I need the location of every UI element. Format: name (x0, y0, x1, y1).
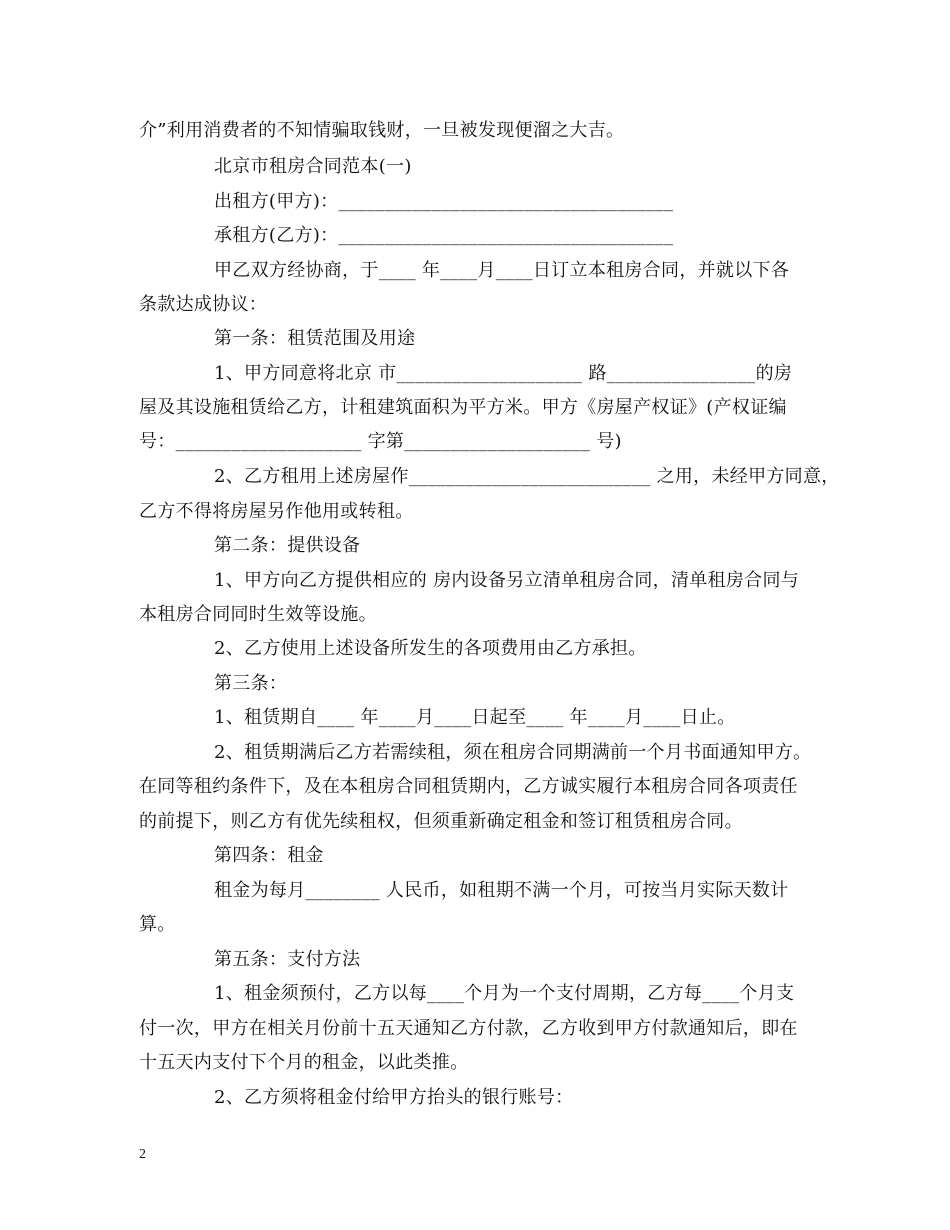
text-line: 条款达成协议： (139, 294, 268, 315)
lessee-line: 承租方(乙方)：____________________________________ (214, 225, 674, 246)
lessor-line: 出租方(甲方)：____________________________________ (214, 191, 674, 212)
text-line: 乙方不得将房屋另作他用或转租。 (139, 501, 414, 522)
clause-heading: 第四条：租金 (214, 845, 324, 866)
text-line: 1、甲方同意将北京 市____________________ 路________________的房 (214, 363, 793, 384)
text-line: 的前提下，则乙方有优先续租权，但须重新确定租金和签订租赁租房合同。 (139, 811, 743, 832)
text-line: 2、乙方使用上述设备所发生的各项费用由乙方承担。 (214, 638, 647, 659)
text-line: 本租房合同同时生效等设施。 (139, 604, 377, 625)
text-line: 号：____________________ 字第____________________ 号) (139, 431, 622, 452)
text-line: 十五天内支付下个月的租金，以此类推。 (139, 1052, 469, 1073)
text-line: 2、租赁期满后乙方若需续租，须在租房合同期满前一个月书面通知甲方。 (214, 742, 812, 763)
text-line: 算。 (139, 914, 176, 935)
text-line: 租金为每月________ 人民币，如租期不满一个月，可按当月实际天数计 (214, 880, 789, 901)
clause-heading: 第一条：租赁范围及用途 (214, 328, 416, 349)
text-line: 1、租金须预付，乙方以每____个月为一个支付周期，乙方每____个月支 (214, 983, 795, 1004)
page-number: 2 (139, 1147, 146, 1162)
clause-heading: 第五条：支付方法 (214, 949, 361, 970)
text-line: 在同等租约条件下，及在本租房合同租赁期内，乙方诚实履行本租房合同各项责任 (139, 776, 798, 797)
contract-title: 北京市租房合同范本(一) (214, 156, 412, 177)
text-line: 1、租赁期自____ 年____月____日起至____ 年____月____日止。 (214, 707, 736, 728)
clause-heading: 第二条：提供设备 (214, 535, 361, 556)
text-line: 甲乙双方经协商，于____ 年____月____日订立本租房合同，并就以下各 (214, 260, 790, 281)
text-line: 付一次，甲方在相关月份前十五天通知乙方付款，乙方收到甲方付款通知后，即在 (139, 1018, 798, 1039)
text-line: 介”利用消费者的不知情骗取钱财，一旦被发现便溜之大吉。 (139, 120, 625, 141)
text-line: 2、乙方须将租金付给甲方抬头的银行账号： (214, 1087, 574, 1108)
clause-heading: 第三条： (214, 673, 288, 694)
text-line: 屋及其设施租赁给乙方，计租建筑面积为平方米。甲方《房屋产权证》(产权证编 (139, 397, 787, 418)
text-line: 2、乙方租用上述房屋作__________________________ 之用，未经甲方同意， (214, 466, 840, 487)
text-line: 1、甲方向乙方提供相应的 房内设备另立清单租房合同，清单租房合同与 (214, 570, 800, 591)
